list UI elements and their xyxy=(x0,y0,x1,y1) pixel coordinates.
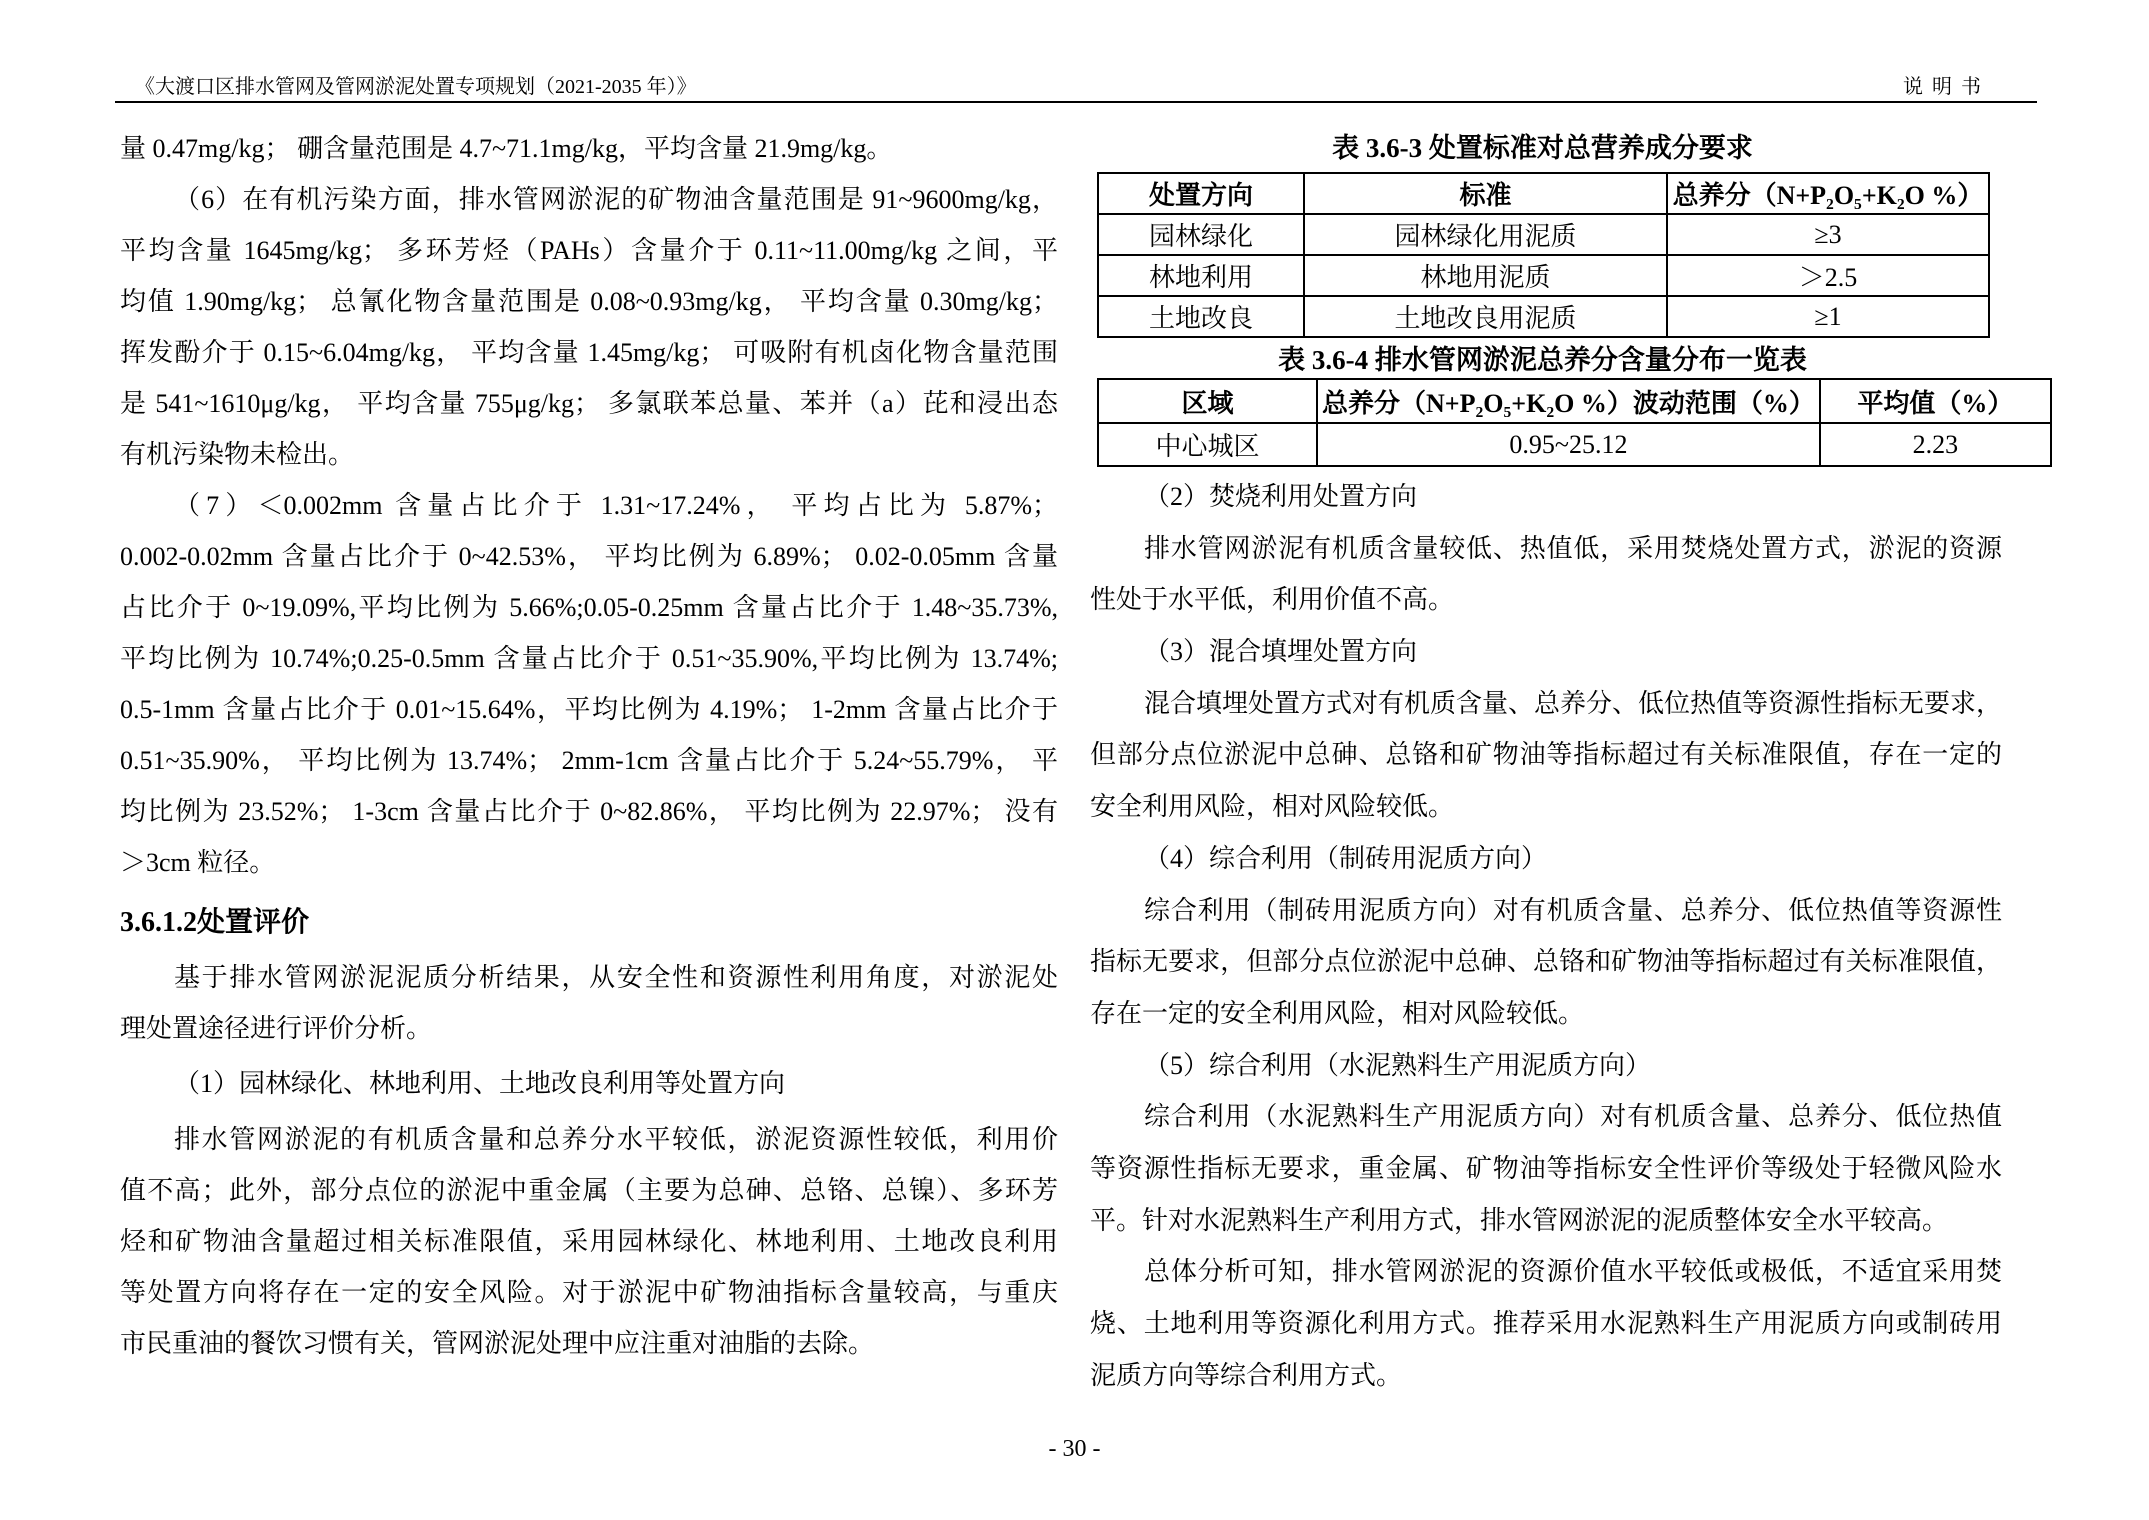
table-header-cell: 总养分（N+P₂O₅+K₂O %）波动范围（%） xyxy=(1317,379,1820,423)
text-line: 市民重油的餐饮习惯有关，管网淤泥处理中应注重对油脂的去除。 xyxy=(120,1329,875,1358)
text-line: 0.5-1mm 含量占比介于 0.01~15.64%，平均比例为 4.19%； 1-2mm 含量占比介于 xyxy=(120,695,1058,724)
table-3-6-3-caption: 表 3.6-3 处置标准对总营养成分要求 xyxy=(1332,133,1753,163)
table-3-6-3 xyxy=(1097,172,1990,338)
table-cell: 0.95~25.12 xyxy=(1317,423,1820,466)
left-column-item-1-paragraph xyxy=(120,1114,1058,1369)
text-line: 占比介于 0~19.09%,平均比例为 5.66%;0.05-0.25mm 含量占比介于 1.48~35.73%, xyxy=(120,593,1058,622)
text-line: 平均含量 1645mg/kg； 多环芳烃（PAHs）含量介于 0.11~11.00mg/kg 之间，平 xyxy=(120,236,1058,265)
table-row xyxy=(1098,296,1989,337)
text-line: 基于排水管网淤泥泥质分析结果，从安全性和资源性利用角度，对淤泥处 xyxy=(174,963,1058,992)
left-column-paragraphs-6-7 xyxy=(120,123,1058,888)
text-line: 均值 1.90mg/kg； 总氰化物含量范围是 0.08~0.93mg/kg， 平均含量 0.30mg/kg； xyxy=(120,287,1058,316)
text-line: 存在一定的安全利用风险，相对风险较低。 xyxy=(1090,998,1585,1028)
table-header-cell: 处置方向 xyxy=(1098,173,1304,214)
text-line: ＞3cm 粒径。 xyxy=(120,848,276,877)
text-line: 烧、土地利用等资源化利用方式。推荐采用水泥熟料生产用泥质方向或制砖用 xyxy=(1090,1309,2002,1338)
table-cell: ≥1 xyxy=(1667,296,1989,337)
text-line: （3）混合填埋处置方向 xyxy=(1144,637,1418,667)
text-line: 安全利用风险，相对风险较低。 xyxy=(1090,792,1455,822)
text-line: 均比例为 23.52%； 1-3cm 含量占比介于 0~82.86%， 平均比例为 22.97%； 没有 xyxy=(120,797,1058,826)
text-line: 但部分点位淤泥中总砷、总铬和矿物油等指标超过有关标准限值，存在一定的 xyxy=(1090,740,2002,770)
table-header-cell: 区域 xyxy=(1098,379,1317,423)
table-cell: 园林绿化 xyxy=(1098,214,1304,255)
left-column-item-1 xyxy=(120,1058,1058,1109)
table-cell: 园林绿化用泥质 xyxy=(1304,214,1667,255)
table-header-cell: 标准 xyxy=(1304,173,1667,214)
table-row xyxy=(1098,423,2051,466)
text-line: 平。针对水泥熟料生产利用方式，排水管网淤泥的泥质整体安全水平较高。 xyxy=(1090,1205,1949,1235)
table-header-row xyxy=(1098,173,1989,214)
text-line: 总体分析可知，排水管网淤泥的资源价值水平较低或极低，不适宜采用焚 xyxy=(1144,1257,2002,1287)
table-cell: 林地用泥质 xyxy=(1304,255,1667,296)
right-column-paragraphs xyxy=(1090,471,2002,1401)
text-line: （6）在有机污染方面，排水管网淤泥的矿物油含量范围是 91~9600mg/kg， xyxy=(174,185,1058,214)
text-line: 指标无要求，但部分点位淤泥中总砷、总铬和矿物油等指标超过有关标准限值， xyxy=(1090,947,2002,977)
text-line: （2）焚烧利用处置方向 xyxy=(1144,482,1418,511)
text-line: 挥发酚介于 0.15~6.04mg/kg， 平均含量 1.45mg/kg； 可吸附有机卤化物含量范围 xyxy=(120,338,1058,367)
text-line: 是 541~1610μg/kg， 平均含量 755μg/kg； 多氯联苯总量、苯并（a）芘和浸出态 xyxy=(120,389,1058,418)
page-number: - 30 - xyxy=(1048,1436,1101,1462)
text-line: 0.002-0.02mm 含量占比介于 0~42.53%， 平均比例为 6.89%； 0.02-0.05mm 含量 xyxy=(120,542,1058,571)
text-line: 性处于水平低，利用价值不高。 xyxy=(1090,585,1455,615)
text-line: 综合利用（制砖用泥质方向）对有机质含量、总养分、低位热值等资源性 xyxy=(1144,895,2002,925)
header-rule xyxy=(115,101,2037,103)
table-row xyxy=(1098,214,1989,255)
header-document-title: 《大渡口区排水管网及管网淤泥处置专项规划（2021-2035 年）》 xyxy=(135,76,697,98)
text-line: 排水管网淤泥有机质含量较低、热值低，采用焚烧处置方式，淤泥的资源 xyxy=(1144,533,2002,563)
table-cell: ＞2.5 xyxy=(1667,255,1989,296)
table-header-cell: 总养分（N+P₂O₅+K₂O %） xyxy=(1667,173,1989,214)
table-cell: 土地改良 xyxy=(1098,296,1304,337)
header-doc-type-label: 说明书 xyxy=(1903,76,1990,98)
text-line: （5）综合利用（水泥熟料生产用泥质方向） xyxy=(1144,1050,1652,1080)
table-3-6-4 xyxy=(1097,378,2052,467)
section-heading-3-6-1-2: 3.6.1.2处置评价 xyxy=(120,907,310,938)
text-line: 混合填埋处置方式对有机质含量、总养分、低位热值等资源性指标无要求， xyxy=(1144,688,2002,718)
text-line: 综合利用（水泥熟料生产用泥质方向）对有机质含量、总养分、低位热值 xyxy=(1144,1102,2002,1132)
text-line: 等资源性指标无要求，重金属、矿物油等指标安全性评价等级处于轻微风险水 xyxy=(1090,1153,2002,1183)
table-cell: 林地利用 xyxy=(1098,255,1304,296)
text-line: （4）综合利用（制砖用泥质方向） xyxy=(1144,843,1548,873)
table-header-row xyxy=(1098,379,2051,423)
text-line: 理处置途径进行评价分析。 xyxy=(120,1014,433,1043)
text-line: 泥质方向等综合利用方式。 xyxy=(1090,1360,1403,1390)
table-row xyxy=(1098,255,1989,296)
text-line: 值不高；此外，部分点位的淤泥中重金属（主要为总砷、总铬、总镍）、多环芳 xyxy=(120,1176,1058,1205)
text-line: 有机污染物未检出。 xyxy=(120,440,355,469)
table-cell: 土地改良用泥质 xyxy=(1304,296,1667,337)
text-line: 烃和矿物油含量超过相关标准限值，采用园林绿化、林地利用、土地改良利用 xyxy=(120,1227,1058,1256)
table-cell: 2.23 xyxy=(1820,423,2051,466)
text-line: 等处置方向将存在一定的安全风险。对于淤泥中矿物油指标含量较高，与重庆 xyxy=(120,1278,1058,1307)
text-line: 排水管网淤泥的有机质含量和总养分水平较低，淤泥资源性较低，利用价 xyxy=(174,1125,1058,1154)
left-column-intro-paragraph xyxy=(120,952,1058,1054)
text-line: 平均比例为 10.74%;0.25-0.5mm 含量占比介于 0.51~35.90%,平均比例为 13.74%; xyxy=(120,644,1058,673)
table-3-6-4-caption: 表 3.6-4 排水管网淤泥总养分含量分布一览表 xyxy=(1278,345,1807,375)
text-line: （7）＜0.002mm 含量占比介于 1.31~17.24%， 平均占比为 5.87%； xyxy=(174,491,1058,520)
table-cell: 中心城区 xyxy=(1098,423,1317,466)
text-line: 量 0.47mg/kg； 硼含量范围是 4.7~71.1mg/kg，平均含量 21.9mg/kg。 xyxy=(120,134,893,163)
text-line: 0.51~35.90%， 平均比例为 13.74%； 2mm-1cm 含量占比介于 5.24~55.79%， 平 xyxy=(120,746,1058,775)
table-cell: ≥3 xyxy=(1667,214,1989,255)
table-header-cell: 平均值（%） xyxy=(1820,379,2051,423)
text-line: （1）园林绿化、林地利用、土地改良利用等处置方向 xyxy=(174,1069,786,1098)
